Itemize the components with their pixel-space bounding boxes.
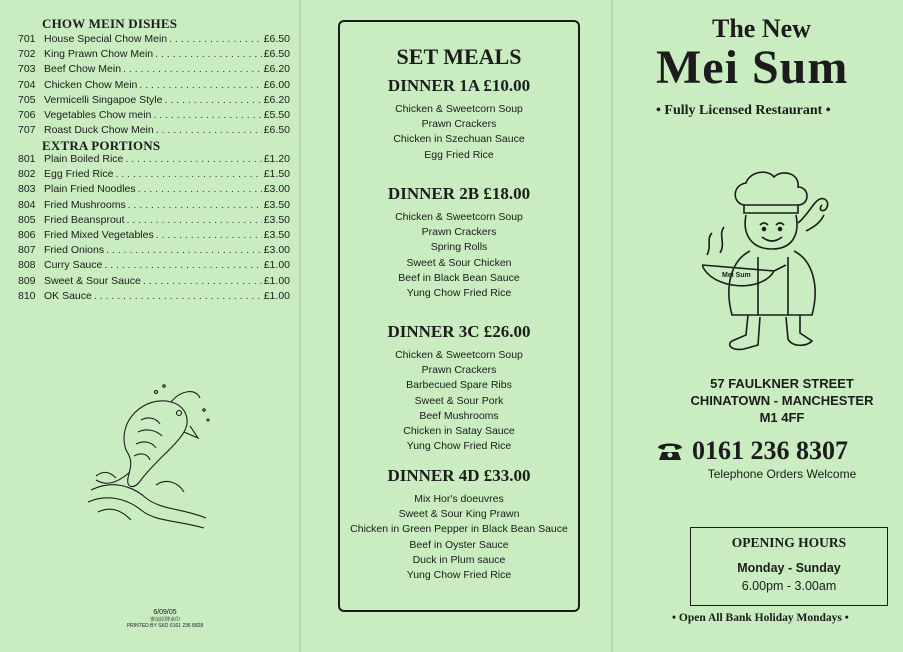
opening-times: 6.00pm - 3.00am (741, 579, 837, 593)
menu-item (18, 94, 290, 109)
menu-item-name: Beef Chow Mein (44, 63, 122, 76)
dinner-dish: Beef in Black Bean Sauce (398, 271, 520, 284)
dinner-dish: Yung Chow Fried Rice (406, 440, 512, 453)
dinner-dish: Chicken in Green Pepper in Black Bean Sauce (350, 523, 568, 536)
dinner-dish: Barbecued Spare Ribs (406, 379, 512, 392)
telephone-orders-text: Telephone Orders Welcome (707, 467, 857, 481)
opening-hours-title: OPENING HOURS (731, 535, 847, 550)
address-area: CHINATOWN - MANCHESTER (690, 393, 874, 408)
menu-item (18, 153, 290, 168)
menu-item (18, 109, 290, 124)
telephone-icon (656, 440, 684, 462)
dinner-dish: Chicken & Sweetcorn Soup (395, 349, 523, 361)
menu-item (18, 275, 290, 290)
dinner-dish: Prawn Crackers (421, 226, 497, 239)
menu-item-number: 804 (18, 198, 36, 211)
menu-item-price: £6.50 (263, 33, 290, 45)
printer-chinese: 寥浪原牌承印 (149, 617, 180, 623)
dinner-dish: Spring Rolls (430, 241, 488, 254)
leader-dots (155, 48, 262, 60)
menu-item-name: Vegetables Chow mein (44, 109, 152, 121)
set-meals-panel (300, 0, 612, 652)
leader-dots (123, 63, 262, 75)
menu-item-price: £1.00 (263, 289, 290, 302)
menu-item-price: £6.20 (263, 93, 290, 106)
leader-dots (153, 109, 261, 121)
menu-item-number: 810 (18, 289, 36, 302)
dinner-title: DINNER 2B £18.00 (387, 184, 531, 203)
menu-item-number: 801 (18, 153, 36, 165)
menu-item-number: 807 (18, 244, 36, 257)
leader-dots (164, 94, 261, 106)
menu-item-name: Sweet & Sour Sauce (44, 274, 141, 287)
menu-item-name: OK Sauce (44, 289, 92, 302)
menu-item (18, 244, 290, 259)
dinner-dish: Sweet & Sour King Prawn (398, 508, 520, 521)
menu-item-name: King Prawn Chow Mein (44, 48, 154, 61)
set-meals-title: SET MEALS (396, 44, 522, 69)
leader-dots (115, 168, 261, 180)
leader-dots (156, 229, 262, 241)
bank-holiday-note: • Open All Bank Holiday Mondays • (672, 612, 849, 624)
leader-dots (104, 259, 261, 271)
menu-item-price: £6.50 (263, 48, 290, 61)
menu-item (18, 183, 290, 198)
menu-item-name: Plain Fried Noodles (44, 183, 136, 196)
opening-days: Monday - Sunday (737, 561, 841, 575)
menu-item-number: 703 (18, 63, 36, 76)
menu-item-name: Roast Duck Chow Mein (44, 124, 154, 137)
dinner-dish: Chicken & Sweetcorn Soup (395, 211, 523, 223)
menu-item-number: 805 (18, 213, 36, 226)
print-date: 6/09/05 (153, 609, 177, 616)
menu-item-price: £3.50 (263, 213, 290, 226)
menu-item (18, 79, 290, 94)
menu-item-number: 705 (18, 93, 36, 106)
menu-item-number: 701 (18, 33, 36, 45)
dinner-dish: Beef in Oyster Sauce (409, 538, 509, 551)
menu-item-name: Fried Mushrooms (44, 198, 126, 211)
menu-item-number: 803 (18, 183, 36, 196)
menu-item-number: 802 (18, 168, 36, 181)
menu-item-price: £6.00 (263, 78, 290, 91)
menu-item-price: £1.20 (263, 153, 290, 165)
leader-dots (156, 124, 262, 136)
wok-label: Mei Sum (722, 272, 751, 279)
menu-item (18, 48, 290, 63)
dinner-dish: Egg Fried Rice (424, 148, 494, 161)
set-meals-box (338, 20, 580, 612)
menu-item-name: Fried Mixed Vegetables (44, 229, 154, 241)
menu-item-price: £3.00 (263, 183, 290, 196)
cover-panel (612, 0, 903, 652)
dinner-title: DINNER 1A £10.00 (387, 76, 531, 95)
chow-mein-heading: CHOW MEIN DISHES (42, 16, 178, 31)
menu-item-name: Curry Sauce (44, 259, 103, 272)
menu-item (18, 63, 290, 78)
licensed-tagline: • Fully Licensed Restaurant • (656, 103, 831, 118)
menu-item-price: £3.00 (263, 244, 290, 257)
dinner-dish: Yung Chow Fried Rice (406, 569, 512, 581)
dinner-dish: Chicken & Sweetcorn Soup (395, 103, 523, 115)
menu-item-name: Plain Boiled Rice (44, 153, 124, 165)
menu-item-price: £3.50 (263, 229, 290, 241)
dinner-dish: Sweet & Sour Chicken (406, 256, 512, 269)
print-info (120, 608, 210, 629)
dinner-dish: Prawn Crackers (421, 364, 497, 377)
address-street: 57 FAULKNER STREET (710, 376, 854, 391)
leader-dots (169, 33, 262, 45)
dinner-title: DINNER 3C £26.00 (387, 322, 531, 341)
menu-item-name: Egg Fried Rice (44, 168, 114, 181)
menu-item-number: 808 (18, 259, 36, 272)
menu-item (18, 229, 290, 244)
extra-portions-heading: EXTRA PORTIONS (42, 138, 161, 153)
carp-icon (86, 380, 216, 530)
phone-number: 0161 236 8307 (692, 436, 848, 465)
dinner-dish: Yung Chow Fried Rice (406, 287, 512, 299)
menu-item-number: 706 (18, 109, 36, 121)
menu-item-price: £1.50 (263, 168, 290, 181)
menu-item (18, 168, 290, 183)
menu-item-number: 707 (18, 124, 36, 137)
menu-item-name: Chicken Chow Mein (44, 78, 138, 91)
chef-icon (702, 165, 852, 360)
dinner-dish: Duck in Plum sauce (412, 553, 506, 566)
dinner-dish: Mix Hor's doeuvres (414, 493, 504, 505)
menu-item (18, 259, 290, 274)
restaurant-name: Mei Sum (656, 41, 849, 94)
address-postcode: M1 4FF (759, 410, 805, 425)
leader-dots (139, 79, 261, 91)
dinner-dish: Chicken in Satay Sauce (403, 425, 515, 437)
menu-item-price: £1.00 (263, 274, 290, 287)
dinner-dish: Chicken in Szechuan Sauce (393, 133, 525, 146)
menu-item (18, 199, 290, 214)
menu-item (18, 124, 290, 139)
menu-item-number: 806 (18, 229, 36, 241)
leader-dots (138, 183, 262, 195)
leader-dots (106, 244, 262, 256)
leader-dots (127, 214, 262, 226)
menu-item (18, 33, 290, 48)
phone-line (656, 436, 848, 466)
dinner-dish: Prawn Crackers (421, 118, 497, 131)
menu-item-number: 702 (18, 48, 36, 61)
dinner-dish: Sweet & Sour Pork (414, 394, 504, 407)
menu-item (18, 290, 290, 305)
leader-dots (94, 290, 262, 302)
leader-dots (143, 275, 262, 287)
menu-item-price: £1.00 (263, 259, 290, 272)
menu-item-price: £6.50 (263, 124, 290, 137)
menu-item (18, 214, 290, 229)
menu-item-price: £5.50 (263, 109, 290, 121)
leader-dots (125, 153, 261, 165)
menu-item-number: 809 (18, 274, 36, 287)
menu-item-name: Fried Beansprout (44, 213, 125, 226)
dinner-title: DINNER 4D £33.00 (387, 466, 531, 485)
leader-dots (128, 199, 262, 211)
the-new-text: The New (712, 14, 811, 43)
printer-credit: PRINTED BY SKD 0161 236 8828 (126, 623, 204, 629)
menu-item-name: House Special Chow Mein (44, 33, 168, 45)
menu-item-name: Vermicelli Singapoe Style (44, 93, 163, 106)
left-panel (0, 0, 300, 652)
menu-item-name: Fried Onions (44, 244, 105, 257)
menu-item-price: £3.50 (263, 198, 290, 211)
opening-hours-box (690, 527, 888, 606)
menu-item-number: 704 (18, 78, 36, 91)
menu-item-price: £6.20 (263, 63, 290, 76)
dinner-dish: Beef Mushrooms (419, 409, 499, 422)
